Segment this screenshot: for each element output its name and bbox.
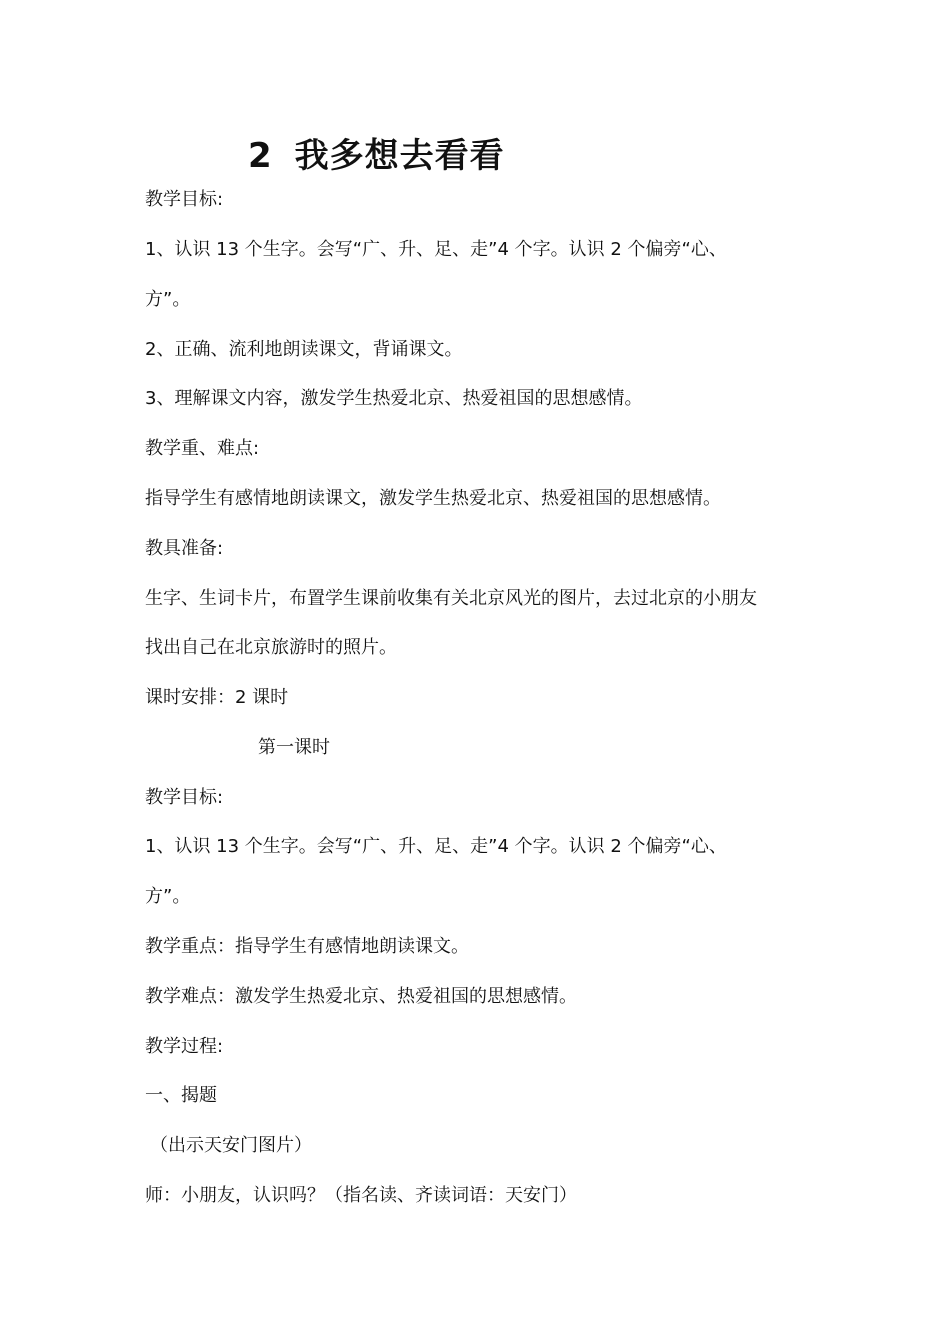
goal-item-1-continued: 方”。 <box>145 289 191 310</box>
heading-materials: 教具准备: <box>145 538 224 559</box>
lesson-key-point: 教学重点：指导学生有感情地朗读课文。 <box>145 936 469 957</box>
teacher-dialogue: 师：小朋友，认识吗？（指名读、齐读词语：天安门） <box>145 1185 577 1206</box>
title-number: 2 <box>248 136 273 176</box>
step-one-heading: 一、揭题 <box>145 1085 217 1106</box>
step-one-note: （出示天安门图片） <box>150 1135 312 1156</box>
heading-lesson-goals: 教学目标: <box>145 787 224 808</box>
heading-teaching-goals: 教学目标: <box>145 189 224 210</box>
heading-key-difficult-points: 教学重、难点: <box>145 438 260 459</box>
materials-text-continued: 找出自己在北京旅游时的照片。 <box>145 637 397 658</box>
key-difficult-points-text: 指导学生有感情地朗读课文，激发学生热爱北京、热爱祖国的思想感情。 <box>145 488 721 509</box>
goal-item-3: 3、理解课文内容，激发学生热爱北京、热爱祖国的思想感情。 <box>145 388 643 409</box>
lesson-goal-item-1: 1、认识 13 个生字。会写“广、升、足、走”4 个字。认识 2 个偏旁“心、 <box>145 836 727 857</box>
goal-item-1: 1、认识 13 个生字。会写“广、升、足、走”4 个字。认识 2 个偏旁“心、 <box>145 239 727 260</box>
document-title <box>248 128 505 177</box>
lesson-goal-item-1-continued: 方”。 <box>145 886 191 907</box>
heading-process: 教学过程: <box>145 1036 224 1057</box>
title-text: 我多想去看看 <box>294 136 505 176</box>
lesson-difficult-point: 教学难点：激发学生热爱北京、热爱祖国的思想感情。 <box>145 986 577 1007</box>
materials-text: 生字、生词卡片，布置学生课前收集有关北京风光的图片，去过北京的小朋友 <box>145 588 757 609</box>
goal-item-2: 2、正确、流利地朗读课文，背诵课文。 <box>145 339 463 360</box>
schedule-text: 课时安排：2 课时 <box>145 687 289 708</box>
lesson-heading: 第一课时 <box>258 737 330 758</box>
